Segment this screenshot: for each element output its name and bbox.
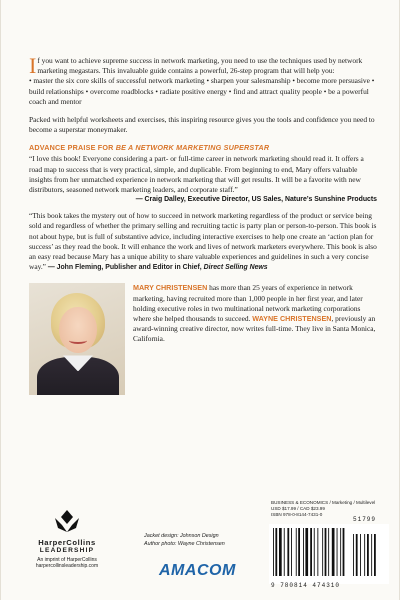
publisher-logo — [21, 508, 113, 569]
isbn: ISBN 978-0-8144-7431-0 — [271, 512, 323, 518]
amacom-logo: AMACOM — [159, 562, 236, 579]
bio-text: MARY CHRISTENSEN has more than 25 years of experience in network marketing, having recruited more than 1,000 people in her first year, and later holding executive roles in two multinational network marketing corporations where she helped thousands to succeed. WAYNE CHRISTENSEN, previously an award-winning creative director, now writes full-time. They live in Santa Monica, California. — [133, 283, 376, 344]
intro-text: f you want to achieve supreme success in network marketing, you need to use the techniques used by network marketing megastars. This invaluable guide contains a powerful, 26-step program that will help you: — [37, 56, 363, 76]
praise-heading: ADVANCE PRAISE FOR BE A NETWORK MARKETING SUPERSTAR — [29, 143, 270, 153]
cover-copy — [29, 53, 377, 395]
barcode — [269, 524, 389, 584]
author-bio — [29, 283, 377, 395]
category: BUSINESS & ECONOMICS / Marketing / Multilevel — [271, 500, 376, 505]
price-code: 51799 — [353, 516, 377, 523]
praise-quote-2: “This book takes the mystery out of how to succeed in network marketing regardless of the product or service being sold and regardless of whether the primary selling and recruiting tactic is party plan or person-to-person. This book is not about hype, but is full of substantive advice, including interactive exercises to help one create an ‘action plan for success’ as they read the book. It will enhance the work and lives of network marketers everywhere. This book is also an easy read because Mary has a unique ability to share valuable experiences and guidelines in such a very concise way.” — John Fleming, Publisher and Editor in Chief, Direct Selling News — [29, 211, 377, 272]
cover-footer — [1, 492, 400, 600]
publisher-name: HarperCollins — [38, 538, 96, 547]
praise-quote-1: “I love this book! Everyone considering a part- or full-time career in network marketing should read it. It offers a road map to success that is very practical, simple, and duplicable. From beginning to end, Mary offers valuable insights from her unmatched experience in network marketing that will get results. It will be a favorite with new distributors, seasoned network marketing leaders, and corporate staff.” — [29, 154, 364, 195]
author-photo-credit: Author photo: Wayne Christensen — [144, 541, 225, 547]
author-name-mary: MARY CHRISTENSEN — [133, 283, 208, 293]
praise-attribution-2: — John Fleming, Publisher and Editor in Chief, Direct Selling News — [47, 264, 268, 272]
price: USD $17.99 / CAD $23.99 — [271, 506, 325, 512]
drop-cap: I — [29, 53, 37, 78]
imprint-note: An imprint of HarperCollins — [37, 557, 97, 563]
harpercollins-flame-icon — [52, 508, 82, 534]
book-title: BE A NETWORK MARKETING SUPERSTAR — [115, 143, 270, 153]
publisher-subtitle: LEADERSHIP — [39, 547, 95, 554]
packed-paragraph: Packed with helpful worksheets and exercises, this inspiring resource gives you the tools and confidence you need to become a superstar moneymaker. — [29, 115, 375, 135]
publisher-url: harpercollinsleadership.com — [35, 563, 99, 569]
design-credits — [144, 532, 225, 548]
jacket-design-credit: Jacket design: Johnson Design — [144, 533, 219, 539]
author-photo — [29, 283, 125, 395]
isbn-barcode-digits: 9 780814 474310 — [271, 582, 341, 589]
intro-paragraph — [29, 53, 377, 78]
author-name-wayne: WAYNE CHRISTENSEN — [252, 314, 332, 324]
skill-bullets: • master the six core skills of successful network marketing • sharpen your salesmanship • become more persuasive • build relationships • overcome roadblocks • radiate positive energy • find and attract quality people • be a powerful coach and mentor — [29, 76, 375, 106]
praise-attribution-1: — Craig Dalley, Executive Director, US Sales, Nature’s Sunshine Products — [135, 196, 377, 204]
barcode-graphic — [269, 524, 389, 582]
